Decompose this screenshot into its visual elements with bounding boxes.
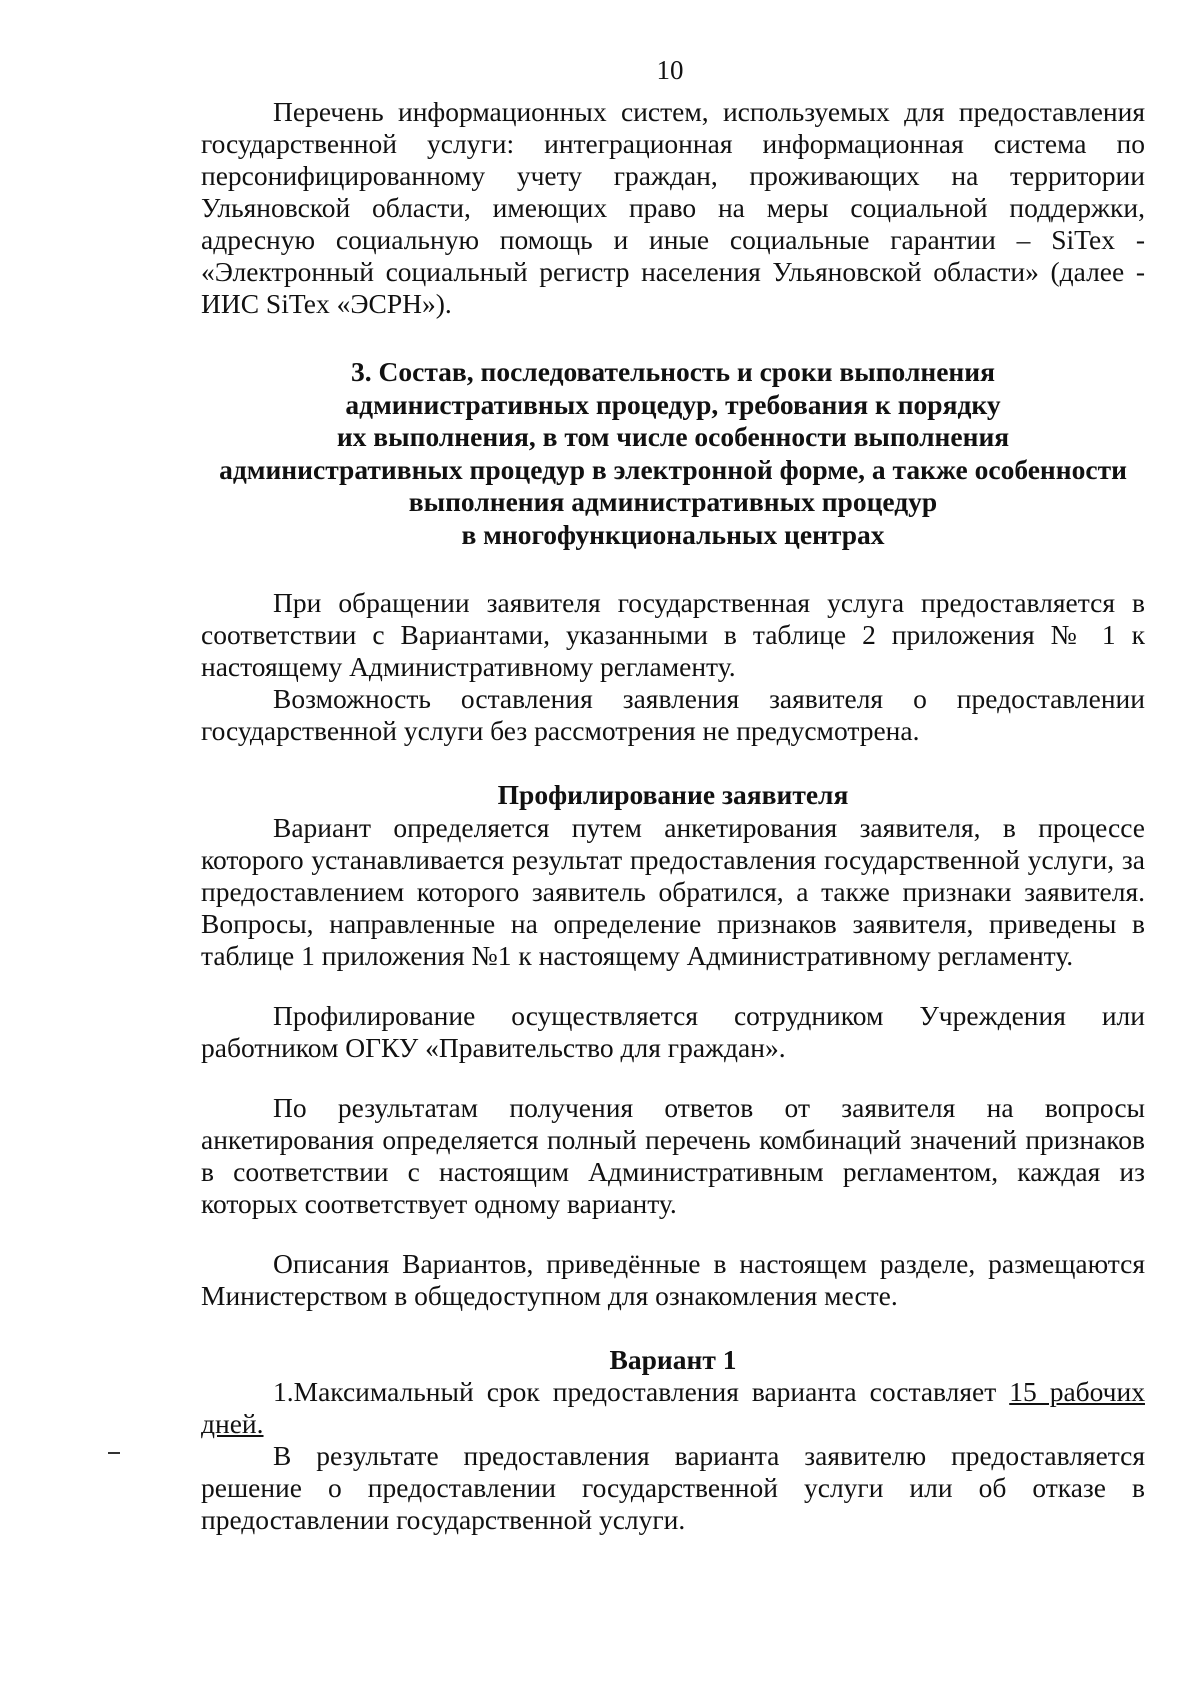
paragraph-variant-descriptions: Описания Вариантов, приведённые в настоящем разделе, размещаются Министерством в общедоступном для ознакомления месте. [201, 1247, 1145, 1311]
paragraph-information-systems: Перечень информационных систем, используемых для предоставления государственной услуги: интеграционная информационная система по персонифицированному учету граждан, проживающих на территории Ульяновской области, имеющих право на меры социальной поддержки, адресную социальную помощь и иные социальные гарантии – SiTex - «Электронный социальный регистр населения Ульяновской области» (далее - ИИС SiTex «ЭСРН»). [201, 96, 1145, 319]
section-3-heading-line: в многофункциональных центрах [461, 518, 885, 550]
page-content [201, 96, 1145, 1536]
section-3-heading-line: их выполнения, в том числе особенности выполнения [336, 421, 1010, 452]
paragraph-variants: При обращении заявителя государственная услуга предоставляется в соответствии с Вариантами, указанными в таблице 2 приложения № 1 к настоящему Административному регламенту. [201, 587, 1145, 682]
variant-1-heading: Вариант 1 [609, 1343, 737, 1375]
section-3-heading [201, 356, 1145, 551]
paragraph-profiling-method: Вариант определяется путем анкетирования заявителя, в процессе которого устанавливается результат предоставления государственной услуги, за предоставлением которого заявитель обратился, а также признаки заявителя. Вопросы, направленные на определение признаков заявителя, приведены в таблице 1 приложения №1 к настоящему Административному регламенту. [201, 811, 1145, 971]
page-number: 10 [656, 55, 684, 85]
paragraph-profiling-result: По результатам получения ответов от заявителя на вопросы анкетирования определяется полный перечень комбинаций значений признаков в соответствии с настоящим Административным регламентом, каждая из которых соответствует одному варианту. [201, 1091, 1145, 1219]
section-3-heading-line: выполнения административных процедур [408, 486, 938, 517]
paragraph-no-review: Возможность оставления заявления заявителя о предоставлении государственной услуги без рассмотрения не предусмотрена. [201, 683, 1145, 746]
variant-1-term-prefix: 1.Максимальный срок предоставления варианта составляет [273, 1376, 1010, 1407]
section-3-heading-line: административных процедур, требования к порядку [345, 388, 1001, 420]
section-3-heading-line: 3. Состав, последовательность и сроки выполнения [351, 356, 995, 387]
profiling-heading: Профилирование заявителя [497, 779, 849, 810]
section-3-heading-line: административных процедур в электронной форме, а также особенности [219, 453, 1127, 485]
paragraph-variant-1-term [201, 1376, 1145, 1440]
paragraph-variant-1-result: В результате предоставления варианта заявителю предоставляется решение о предоставлении государственной услуги или об отказе в предоставлении государственной услуги. [201, 1440, 1145, 1535]
variant-1-term-days: 15 рабочих дней. [201, 1376, 1145, 1439]
paragraph-profiling-performer: Профилирование осуществляется сотрудником Учреждения или работником ОГКУ «Правительство для граждан». [201, 999, 1145, 1063]
margin-mark [108, 1452, 120, 1454]
